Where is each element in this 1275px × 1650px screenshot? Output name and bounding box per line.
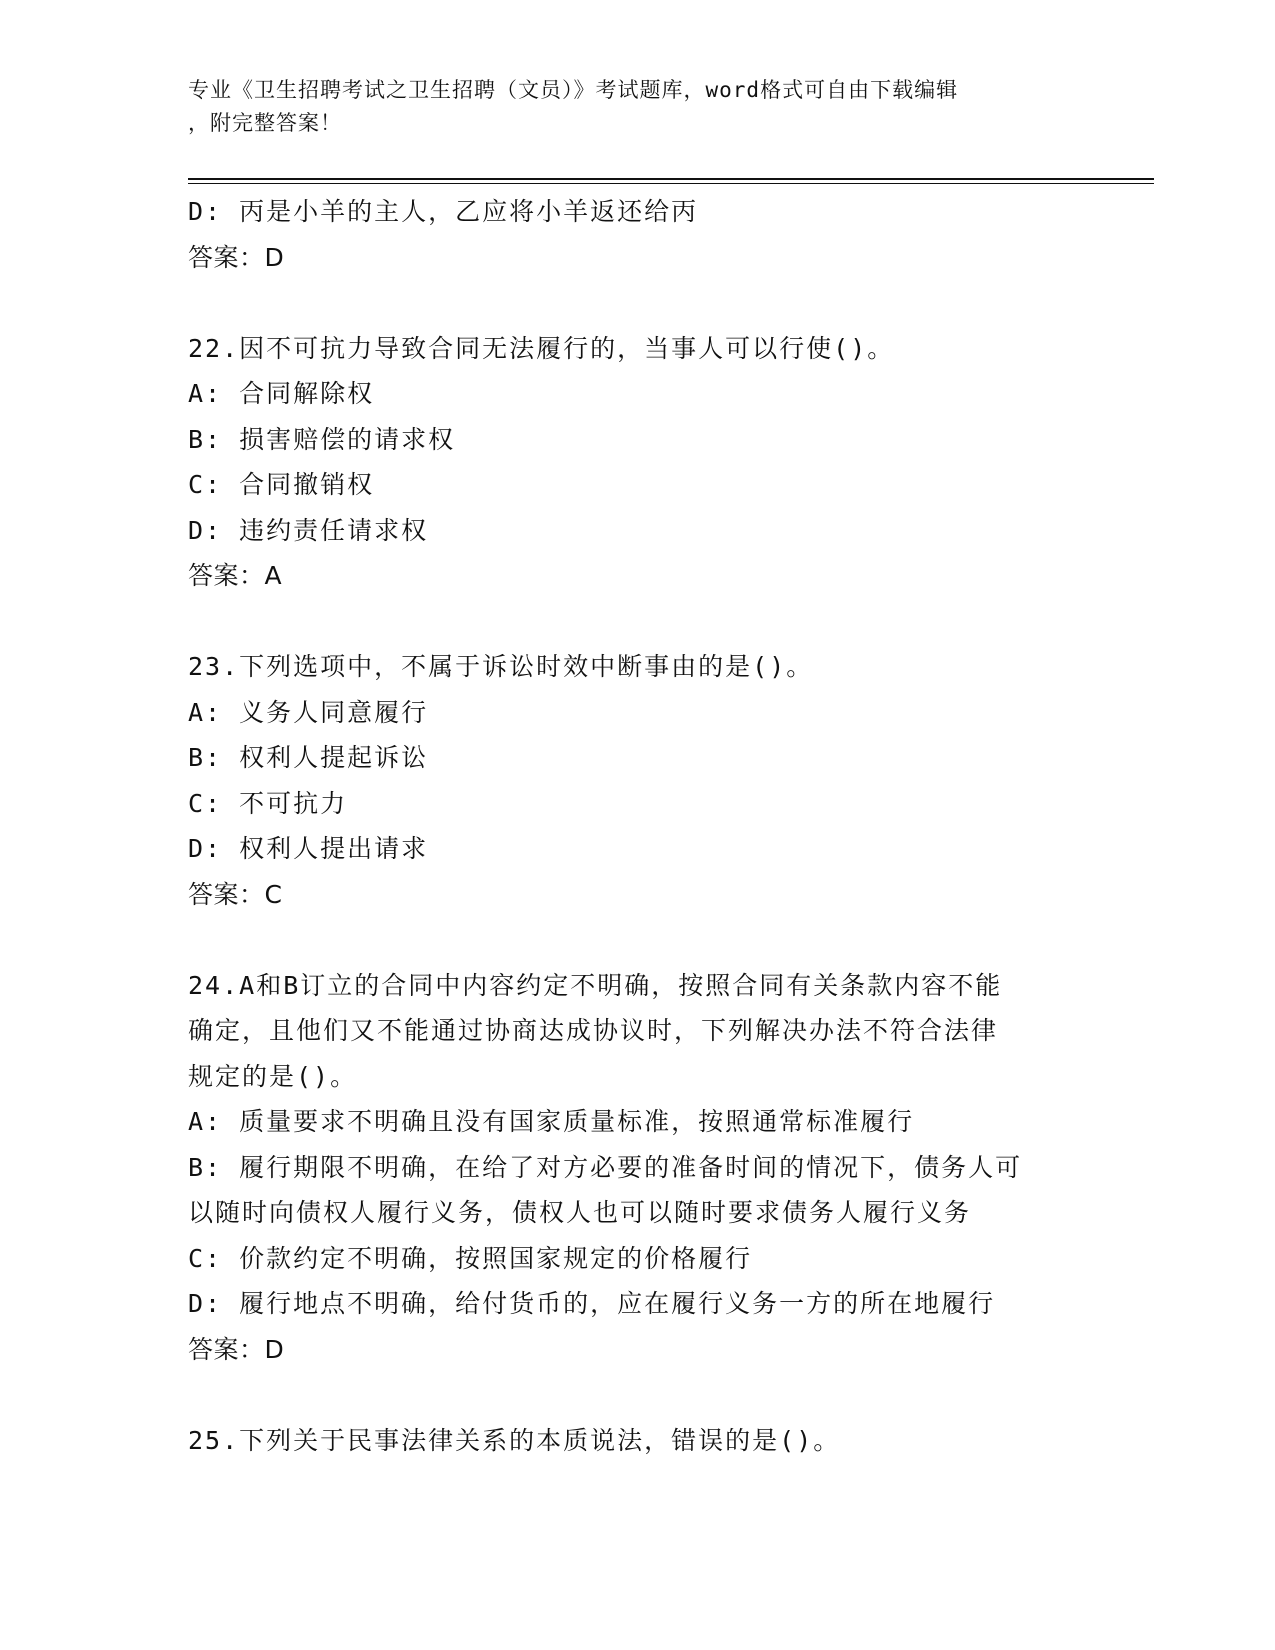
question-22	[188, 326, 1068, 599]
question-24	[188, 963, 1068, 1373]
option-a: A: 合同解除权	[188, 379, 375, 408]
question-list	[188, 189, 1068, 1463]
header-divider-thick	[188, 178, 1154, 180]
option-b: B: 损害赔偿的请求权	[188, 424, 456, 454]
option-d: D: 丙是小羊的主人，乙应将小羊返还给丙	[188, 197, 699, 226]
question-stem-line-3: 规定的是()。	[188, 1061, 358, 1091]
option-b-line-2: 以随时向债权人履行义务，债权人也可以随时要求债务人履行义务	[188, 1198, 972, 1227]
option-c: C: 价款约定不明确，按照国家规定的价格履行	[188, 1243, 753, 1273]
option-d: D: 违约责任请求权	[188, 515, 429, 545]
answer-line: 答案：D	[188, 1334, 285, 1364]
option-b: B: 权利人提起诉讼	[188, 743, 429, 772]
question-stem-line-2: 确定，且他们又不能通过协商达成协议时，下列解决办法不符合法律	[188, 1016, 999, 1045]
question-stem: 23.下列选项中，不属于诉讼时效中断事由的是()。	[188, 652, 814, 681]
spacer	[188, 917, 1068, 963]
question-23	[188, 644, 1068, 917]
answer-line: 答案：A	[188, 561, 283, 590]
answer-line: 答案：D	[188, 242, 285, 272]
option-c: C: 不可抗力	[188, 788, 348, 818]
option-d: D: 权利人提出请求	[188, 834, 429, 863]
answer-line: 答案：C	[188, 879, 283, 909]
question-stem: 22.因不可抗力导致合同无法履行的，当事人可以行使()。	[188, 333, 895, 363]
document-header	[188, 74, 1068, 140]
option-a: A: 义务人同意履行	[188, 697, 429, 727]
option-a: A: 质量要求不明确且没有国家质量标准，按照通常标准履行	[188, 1107, 915, 1136]
previous-question-tail	[188, 189, 1068, 280]
spacer	[188, 1372, 1068, 1418]
header-divider-thin	[188, 183, 1154, 184]
option-c: C: 合同撤销权	[188, 470, 375, 499]
spacer	[188, 599, 1068, 645]
header-line-2: ，附完整答案！	[188, 111, 342, 135]
question-25	[188, 1418, 1068, 1464]
option-b-line-1: B: 履行期限不明确，在给了对方必要的准备时间的情况下，债务人可	[188, 1152, 1023, 1182]
question-stem: 25.下列关于民事法律关系的本质说法，错误的是()。	[188, 1425, 841, 1455]
option-d: D: 履行地点不明确，给付货币的，应在履行义务一方的所在地履行	[188, 1289, 996, 1318]
question-stem-line-1: 24.A和B订立的合同中内容约定不明确，按照合同有关条款内容不能	[188, 970, 1003, 1000]
header-line-1: 专业《卫生招聘考试之卫生招聘（文员）》考试题库，word格式可自由下载编辑	[188, 78, 959, 102]
spacer	[188, 280, 1068, 326]
